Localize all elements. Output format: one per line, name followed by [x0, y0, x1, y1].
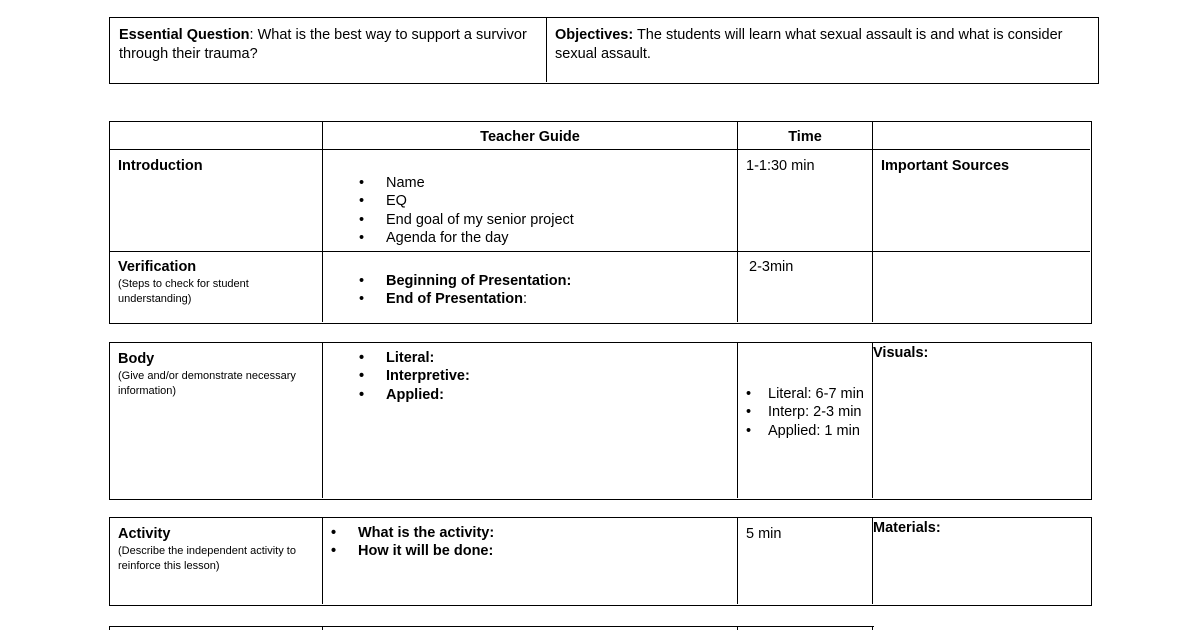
col-divider-1: [322, 122, 323, 322]
body-table: [109, 342, 1092, 500]
next-table-divider-2: [737, 626, 738, 630]
list-item: • Interp: 2-3 min: [746, 403, 864, 421]
introduction-time: 1-1:30 min: [746, 158, 815, 174]
important-sources-label: Important Sources: [881, 158, 1010, 174]
activity-table: [109, 517, 1092, 606]
essential-question-text: : What is the best way to support a survivor through their trauma?: [119, 27, 527, 62]
visuals-label: Visuals:: [873, 345, 929, 361]
objectives-label: Objectives:: [555, 27, 634, 43]
teacher-guide-header: Teacher Guide: [480, 129, 580, 145]
header-divider: [546, 18, 547, 82]
activity-bullets: [331, 524, 731, 561]
col-divider-3: [872, 122, 873, 322]
list-item: • Applied: 1 min: [746, 422, 864, 440]
row-divider-1: [110, 149, 1090, 150]
next-table-top-border: [109, 626, 874, 627]
body-subtitle: (Give and/or demonstrate necessary information): [118, 369, 296, 397]
verification-title: Verification: [118, 259, 197, 275]
list-item: • Name: [359, 174, 729, 192]
col-divider-2: [737, 518, 738, 604]
verification-title-cell: [118, 258, 313, 307]
list-item: • How it will be done:: [331, 542, 731, 560]
list-item: • Literal: 6-7 min: [746, 385, 864, 403]
body-bullets: [359, 349, 729, 404]
verification-subtitle: (Steps to check for student understanding): [118, 277, 249, 305]
list-item: • Literal:: [359, 349, 729, 367]
essential-question-cell: [119, 26, 529, 63]
list-item: • What is the activity:: [331, 524, 731, 542]
body-title-cell: [118, 350, 313, 399]
list-item: • Beginning of Presentation:: [359, 272, 729, 290]
lesson-table: [109, 121, 1092, 324]
list-item: • Applied:: [359, 386, 729, 404]
header-table: [109, 17, 1099, 84]
list-item: • End of Presentation:: [359, 290, 729, 308]
objectives-text: The students will learn what sexual assault is and what is consider sexual assault.: [555, 27, 1063, 62]
row-divider-2: [110, 251, 1090, 252]
activity-subtitle: (Describe the independent activity to reinforce this lesson): [118, 544, 296, 572]
next-table-divider-1: [322, 626, 323, 630]
body-title: Body: [118, 351, 155, 367]
introduction-bullets: [359, 174, 729, 247]
activity-title-cell: [118, 525, 313, 574]
objectives-cell: [555, 26, 1095, 63]
next-table-left-border: [109, 626, 110, 630]
verification-time: 2-3min: [749, 259, 794, 275]
col-divider-3: [872, 343, 873, 498]
list-item: • End goal of my senior project: [359, 211, 729, 229]
list-item: • Interpretive:: [359, 367, 729, 385]
list-item: • EQ: [359, 192, 729, 210]
list-item: • Agenda for the day: [359, 229, 729, 247]
introduction-title: Introduction: [118, 158, 203, 174]
col-divider-1: [322, 343, 323, 498]
col-divider-1: [322, 518, 323, 604]
activity-title: Activity: [118, 526, 171, 542]
time-header: Time: [788, 129, 822, 145]
col-divider-2: [737, 343, 738, 498]
essential-question-label: Essential Question: [119, 27, 250, 43]
next-table-divider-3: [872, 626, 873, 630]
verification-bullets: [359, 272, 729, 309]
body-time-bullets: [746, 385, 864, 440]
col-divider-2: [737, 122, 738, 322]
activity-time: 5 min: [746, 526, 782, 542]
materials-label: Materials:: [873, 520, 941, 536]
